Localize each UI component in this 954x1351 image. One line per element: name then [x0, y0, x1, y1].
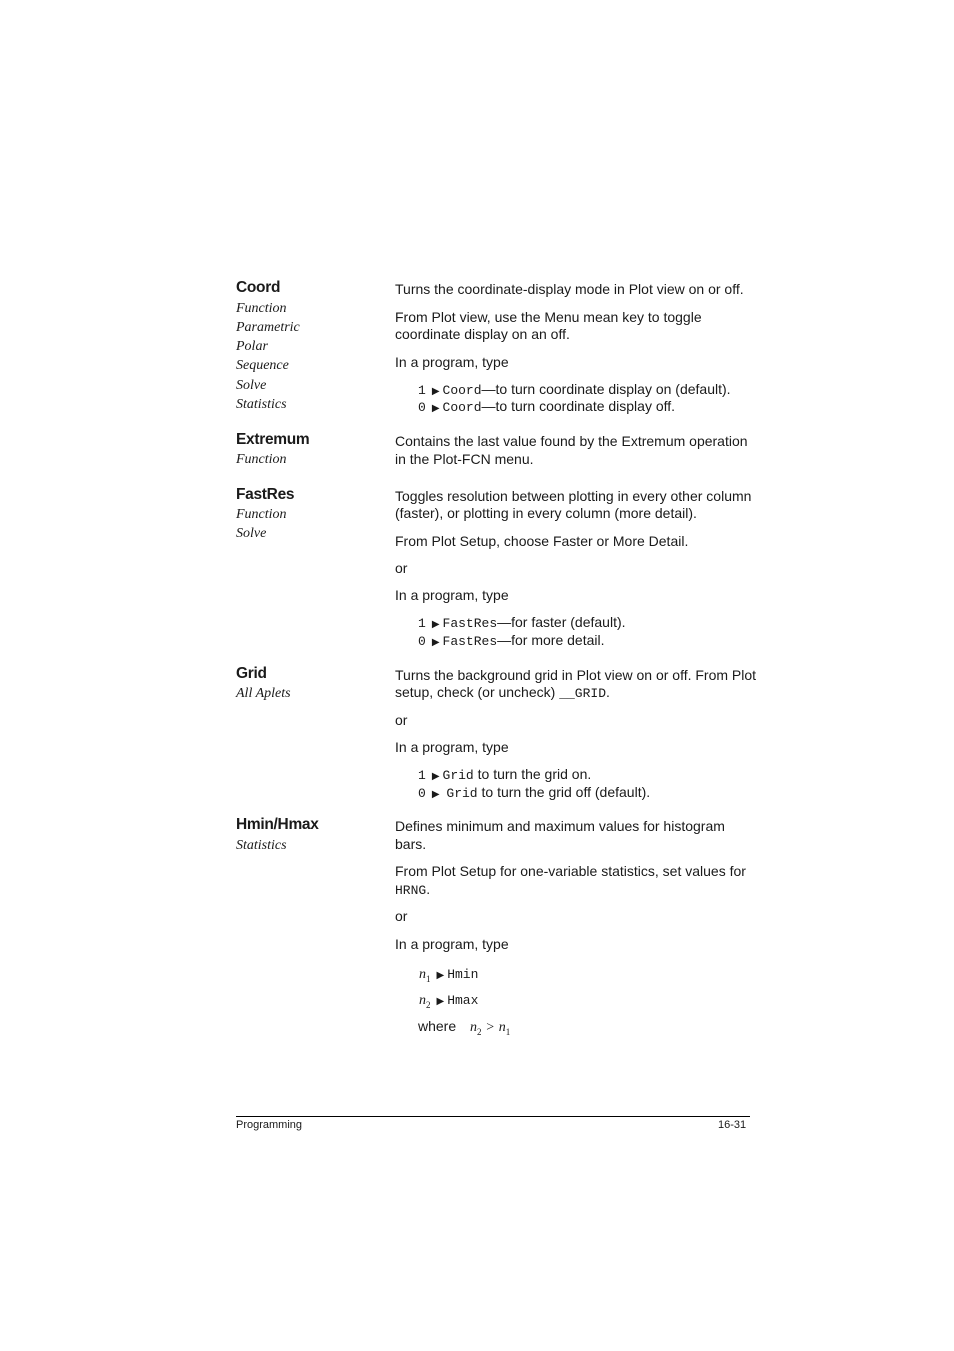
fastres-desc-line1: Toggles resolution between plotting in every other column [395, 488, 752, 504]
code-desc: —for faster (default). [497, 614, 626, 630]
coord-aplet-function: Function [236, 301, 287, 316]
grid-desc-period: . [606, 684, 610, 700]
fastres-program-label: In a program, type [395, 587, 509, 603]
hminmax-code-max [419, 991, 478, 1010]
fastres-aplet-function: Function [236, 507, 287, 522]
hrng-keyword: HRNG [395, 883, 427, 898]
code-keyword: Coord [442, 383, 482, 398]
coord-desc: Turns the coordinate-display mode in Plot view on or off. [395, 281, 744, 297]
hminmax-code-min [419, 965, 478, 984]
store-arrow-icon: ▶ [436, 996, 445, 1007]
code-keyword: Grid [446, 786, 478, 801]
extremum-aplet-function: Function [236, 452, 287, 467]
subscript: 2 [477, 1026, 482, 1037]
grid-program-label: In a program, type [395, 739, 509, 755]
store-arrow-icon: ▶ [431, 789, 440, 800]
hminmax-heading: Hmin/Hmax [236, 816, 319, 833]
subscript: 2 [426, 999, 431, 1010]
code-desc: —to turn coordinate display off. [481, 398, 676, 414]
fastres-aplet-solve: Solve [236, 526, 267, 541]
code-number: 0 [418, 634, 426, 649]
subscript: 1 [426, 973, 431, 984]
hminmax-desc-line2: bars. [395, 836, 427, 852]
grid-desc-text: setup, check (or uncheck) [395, 684, 560, 700]
grid-checkbox-keyword: __GRID [559, 686, 606, 701]
code-desc: to turn the grid on. [473, 766, 592, 782]
coord-aplet-parametric: Parametric [236, 320, 300, 335]
code-desc: to turn the grid off (default). [477, 784, 651, 800]
gt-sign: > [485, 1020, 495, 1035]
var-n: n [419, 967, 426, 982]
fastres-code-faster [418, 614, 626, 631]
var-n: n [498, 1020, 506, 1035]
extremum-desc-line1: Contains the last value found by the Extremum operation [395, 433, 748, 449]
hminmax-where [418, 1018, 510, 1037]
store-arrow-icon: ▶ [431, 771, 440, 782]
store-arrow-icon: ▶ [431, 386, 440, 397]
coord-aplet-polar: Polar [236, 339, 268, 354]
coord-aplet-statistics: Statistics [236, 397, 287, 412]
code-number: 1 [418, 768, 426, 783]
subscript: 1 [505, 1026, 511, 1037]
hminmax-desc2-line1: From Plot Setup for one-variable statistics, set values for [395, 863, 746, 879]
grid-code-on [418, 766, 591, 783]
coord-code-off [418, 398, 675, 415]
fastres-heading: FastRes [236, 486, 295, 503]
grid-aplet-all: All Aplets [236, 686, 291, 701]
store-arrow-icon: ▶ [431, 637, 440, 648]
coord-aplet-sequence: Sequence [236, 358, 289, 373]
hminmax-aplet-statistics: Statistics [236, 838, 287, 853]
coord-desc2-line1: From Plot view, use the Menu mean key to toggle [395, 309, 702, 325]
code-number: 0 [418, 400, 426, 415]
coord-aplet-solve: Solve [236, 378, 267, 393]
where-label: where [418, 1018, 457, 1034]
footer-rule [236, 1116, 750, 1117]
store-arrow-icon: ▶ [431, 619, 440, 630]
code-keyword: Hmin [447, 967, 479, 982]
hminmax-desc-line1: Defines minimum and maximum values for histogram [395, 818, 725, 834]
coord-code-on [418, 381, 731, 398]
code-number: 0 [418, 786, 426, 801]
code-desc: —for more detail. [497, 632, 605, 648]
code-keyword: Grid [442, 768, 474, 783]
grid-desc-line1: Turns the background grid in Plot view on or off. From Plot [395, 667, 757, 683]
footer-section: Programming [236, 1119, 303, 1131]
coord-program-label: In a program, type [395, 354, 509, 370]
grid-heading: Grid [236, 665, 267, 682]
fastres-desc-line2: (faster), or plotting in every column (more detail). [395, 505, 697, 521]
hminmax-or: or [395, 908, 408, 924]
var-n: n [419, 993, 426, 1008]
code-keyword: Coord [442, 400, 482, 415]
extremum-desc-line2: in the Plot-FCN menu. [395, 451, 534, 467]
code-keyword: FastRes [442, 634, 498, 649]
store-arrow-icon: ▶ [431, 403, 440, 414]
footer-page-number: 16-31 [718, 1119, 747, 1131]
fastres-or: or [395, 560, 408, 576]
code-desc: —to turn coordinate display on (default). [481, 381, 731, 397]
grid-or: or [395, 712, 408, 728]
hminmax-desc2-line2 [395, 881, 430, 898]
grid-desc-line2 [395, 684, 610, 701]
fastres-desc2: From Plot Setup, choose Faster or More Detail. [395, 533, 689, 549]
extremum-heading: Extremum [236, 431, 310, 448]
fastres-code-detail [418, 632, 605, 649]
code-number: 1 [418, 383, 426, 398]
grid-code-off [418, 784, 650, 801]
hrng-period: . [426, 881, 431, 897]
coord-heading: Coord [236, 279, 281, 296]
hminmax-program-label: In a program, type [395, 936, 509, 952]
code-keyword: Hmax [447, 993, 479, 1008]
coord-desc2-line2: coordinate display on an off. [395, 326, 570, 342]
code-keyword: FastRes [442, 616, 498, 631]
store-arrow-icon: ▶ [436, 970, 445, 981]
code-number: 1 [418, 616, 426, 631]
var-n: n [470, 1020, 478, 1035]
